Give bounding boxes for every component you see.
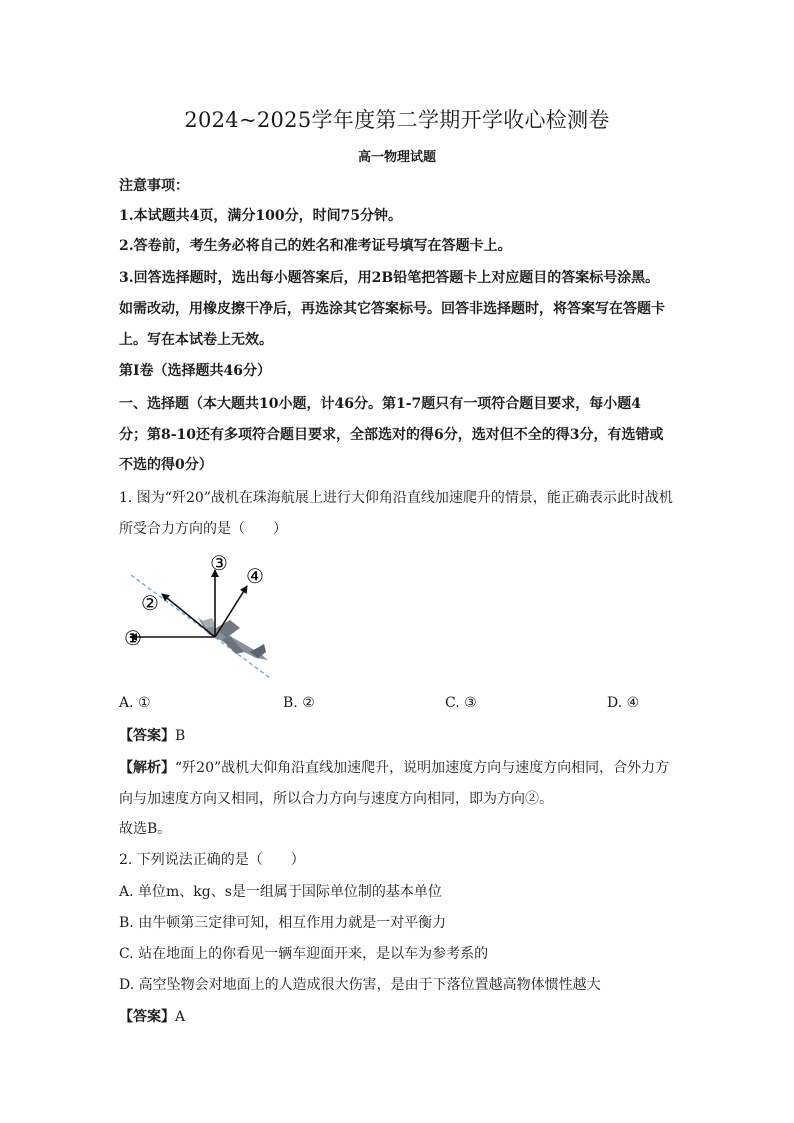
q1-option-b: B. ② [283, 695, 315, 711]
notice-item-3-cont: 如需改动，用橡皮擦干净后，再选涂其它答案标号。回答非选择题时，将答案写在答题卡 [119, 301, 665, 317]
notice-item-3-end: 上。写在本试卷上无效。 [119, 332, 273, 348]
section-instructions-1: 一、选择题（本大题共10小题，计46分。第1-7题只有一项符合题目要求，每小题4 [119, 396, 641, 412]
page-subtitle: 高一物理试题 [357, 150, 436, 165]
q1-force-diagram [118, 548, 278, 683]
q1-stem-line-2: 所受合力方向的是（ ） [119, 521, 287, 537]
q2-option-c: C. 站在地面上的你看见一辆车迎面开来，是以车为参考系的 [119, 946, 489, 962]
q1-analysis-tag: 【解析】 [119, 760, 175, 776]
figure-label-3: ③ [210, 551, 228, 575]
q1-answer-tag: 【答案】 [119, 728, 175, 744]
section-instructions-3: 不选的得0分） [119, 457, 213, 473]
q1-analysis-line-2: 向与加速度方向又相同，所以合力方向与速度方向相同，即为方向②。 [119, 791, 553, 807]
q2-option-a: A. 单位m、kg、s是一组属于国际单位制的基本单位 [119, 884, 442, 900]
figure-label-2: ② [141, 591, 159, 615]
q1-answer [119, 726, 679, 746]
arrow-2-line [162, 594, 215, 637]
q1-stem-line-1: 1. 图为“歼20”战机在珠海航展上进行大仰角沿直线加速爬升的情景，能正确表示此时战机 [119, 490, 673, 506]
q2-option-b: B. 由牛顿第三定律可知，相互作用力就是一对平衡力 [119, 915, 447, 931]
notice-item-2: 2.答卷前，考生务必将自己的姓名和准考证号填写在答题卡上。 [119, 238, 512, 254]
q2-answer [119, 1007, 679, 1027]
notice-item-1: 1.本试题共4页，满分100分，时间75分钟。 [119, 208, 403, 224]
figure-label-1: ① [124, 626, 142, 650]
notice-item-3: 3.回答选择题时，选出每小题答案后，用2B铅笔把答题卡上对应题目的答案标号涂黑。 [119, 270, 660, 286]
notice-heading: 注意事项： [119, 178, 189, 194]
q1-analysis-line-1 [119, 758, 679, 778]
q2-answer-value: A [175, 1009, 186, 1025]
jet-image [198, 618, 268, 660]
page-title: 2024~2025学年度第二学期开学收心检测卷 [184, 108, 610, 132]
q2-stem: 2. 下列说法正确的是（ ） [119, 852, 305, 868]
q2-answer-tag: 【答案】 [119, 1009, 175, 1025]
q1-option-a: A. ① [119, 695, 151, 711]
section-instructions-2: 分；第8-10还有多项符合题目要求，全部选对的得6分，选对但不全的得3分，有选错或 [119, 427, 664, 443]
q1-conclusion: 故选B。 [119, 821, 172, 837]
q1-option-c: C. ③ [445, 695, 477, 711]
section-part-heading: 第I卷（选择题共46分） [119, 363, 272, 379]
q1-option-d: D. ④ [607, 695, 640, 711]
q2-option-d: D. 高空坠物会对地面上的人造成很大伤害，是由于下落位置越高物体惯性越大 [119, 977, 601, 993]
q1-answer-value: B [175, 728, 186, 744]
q1-analysis-text-1: “歼20”战机大仰角沿直线加速爬升，说明加速度方向与速度方向相同，合外力方 [175, 760, 670, 776]
figure-label-4: ④ [246, 564, 264, 588]
